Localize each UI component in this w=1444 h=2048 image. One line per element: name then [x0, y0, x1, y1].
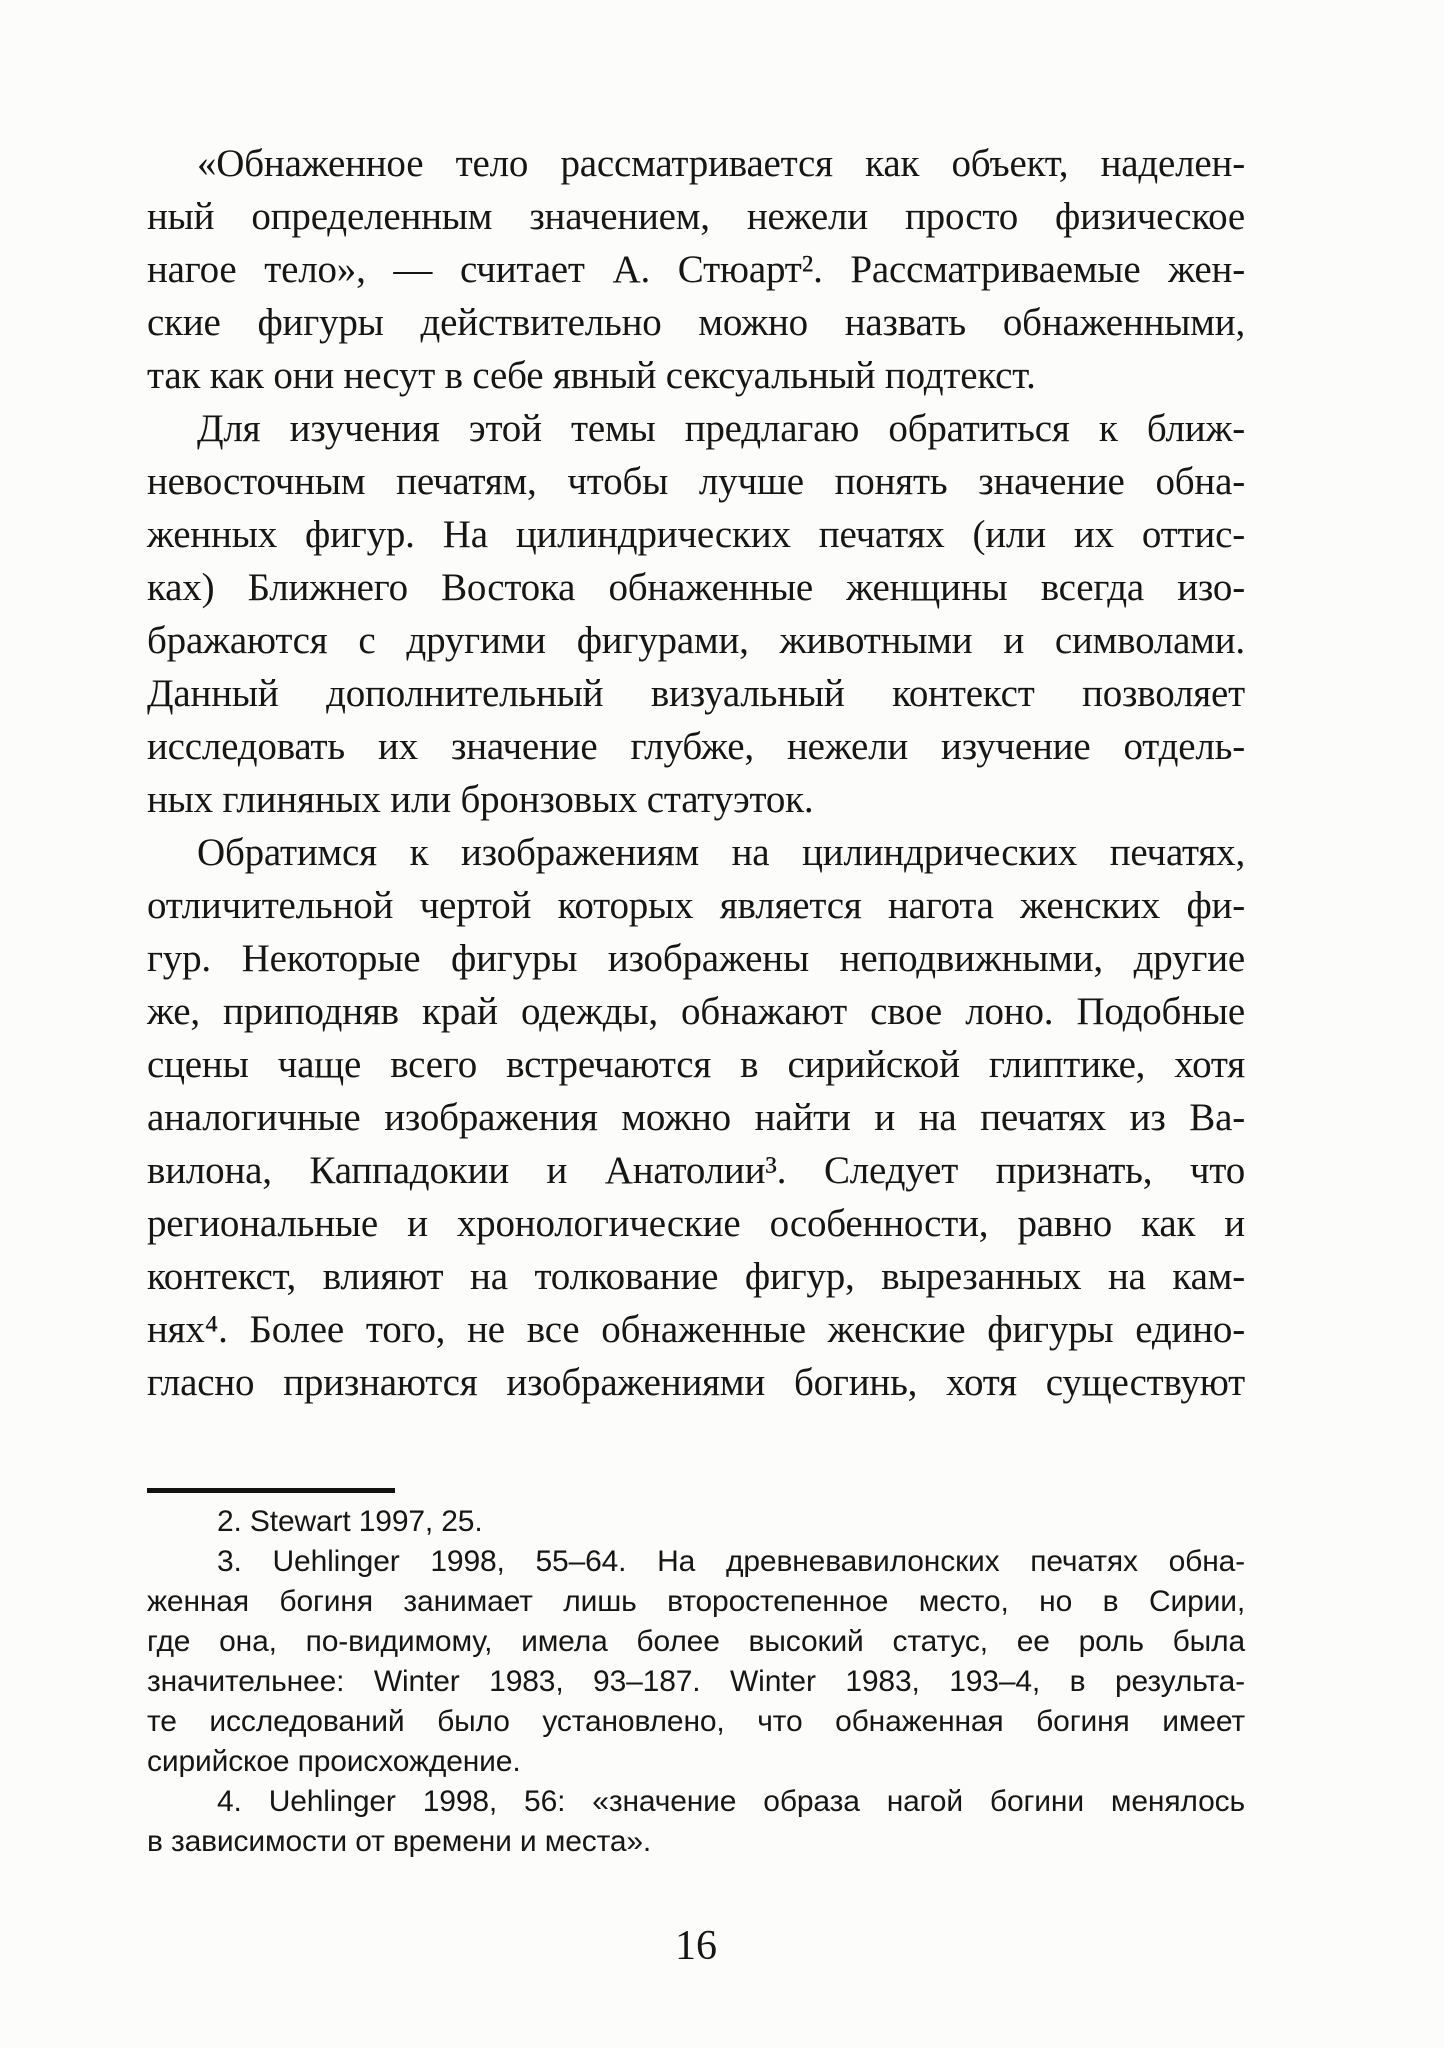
body-line: сцены чаще всего встречаются в сирийской глиптике, хотя	[147, 1043, 1245, 1086]
body-text-block	[147, 137, 1245, 1409]
body-line: исследовать их значение глубже, нежели изучение отдель-	[147, 725, 1245, 768]
body-line: Обратимся к изображениям на цилиндрических печатях,	[197, 831, 1245, 874]
body-line: женных фигур. На цилиндрических печатях (или их оттис-	[147, 513, 1245, 556]
body-line: ках) Ближнего Востока обнаженные женщины всегда изо-	[147, 566, 1245, 609]
body-line: же, приподняв край одежды, обнажают свое лоно. Подобные	[147, 990, 1245, 1033]
body-line: вилона, Каппадокии и Анатолии³. Следует признать, что	[147, 1149, 1245, 1192]
footnote-separator-rule	[147, 1488, 395, 1493]
body-line: так как они несут в себе явный сексуальный подтекст.	[147, 354, 1036, 397]
body-line: невосточным печатям, чтобы лучше понять значение обна-	[147, 460, 1245, 503]
page-number: 16	[675, 1923, 717, 1969]
footnote-line: где она, по-видимому, имела более высокий статус, ее роль была	[147, 1625, 1245, 1658]
footnotes-block	[147, 1502, 1245, 1862]
body-line: нагое тело», — считает А. Стюарт². Рассматриваемые жен-	[147, 248, 1245, 291]
body-line: ские фигуры действительно можно назвать обнаженными,	[147, 301, 1245, 344]
body-line: гласно признаются изображениями богинь, хотя существуют	[147, 1361, 1245, 1404]
body-line: «Обнаженное тело рассматривается как объект, наделен-	[197, 142, 1245, 185]
body-line: гур. Некоторые фигуры изображены неподвижными, другие	[147, 937, 1245, 980]
footnote-line: 3. Uehlinger 1998, 55–64. На древневавилонских печатях обна-	[217, 1545, 1245, 1578]
body-line: региональные и хронологические особенности, равно как и	[147, 1202, 1245, 1245]
body-line: отличительной чертой которых является нагота женских фи-	[147, 884, 1245, 927]
footnote-line: сирийское происхождение.	[147, 1745, 521, 1778]
footnote-line: значительнее: Winter 1983, 93–187. Winter 1983, 193–4, в результа-	[147, 1665, 1245, 1698]
body-line: аналогичные изображения можно найти и на печатях из Ва-	[147, 1096, 1245, 1139]
footnote-line: 2. Stewart 1997, 25.	[217, 1505, 483, 1538]
body-line: ных глиняных или бронзовых статуэток.	[147, 778, 814, 821]
footnote-line: 4. Uehlinger 1998, 56: «значение образа нагой богини менялось	[217, 1785, 1245, 1818]
body-line: Данный дополнительный визуальный контекст позволяет	[147, 672, 1245, 715]
body-line: контекст, влияют на толкование фигур, вырезанных на кам-	[147, 1255, 1245, 1298]
body-line: ный определенным значением, нежели просто физическое	[147, 195, 1245, 238]
body-line: Для изучения этой темы предлагаю обратиться к ближ-	[197, 407, 1245, 450]
body-line: нях⁴. Более того, не все обнаженные женские фигуры едино-	[147, 1308, 1245, 1351]
footnote-line: женная богиня занимает лишь второстепенное место, но в Сирии,	[147, 1585, 1245, 1618]
body-line: бражаются с другими фигурами, животными и символами.	[147, 619, 1245, 662]
footnote-line: те исследований было установлено, что обнаженная богиня имеет	[147, 1705, 1245, 1738]
footnote-line: в зависимости от времени и места».	[147, 1825, 652, 1858]
